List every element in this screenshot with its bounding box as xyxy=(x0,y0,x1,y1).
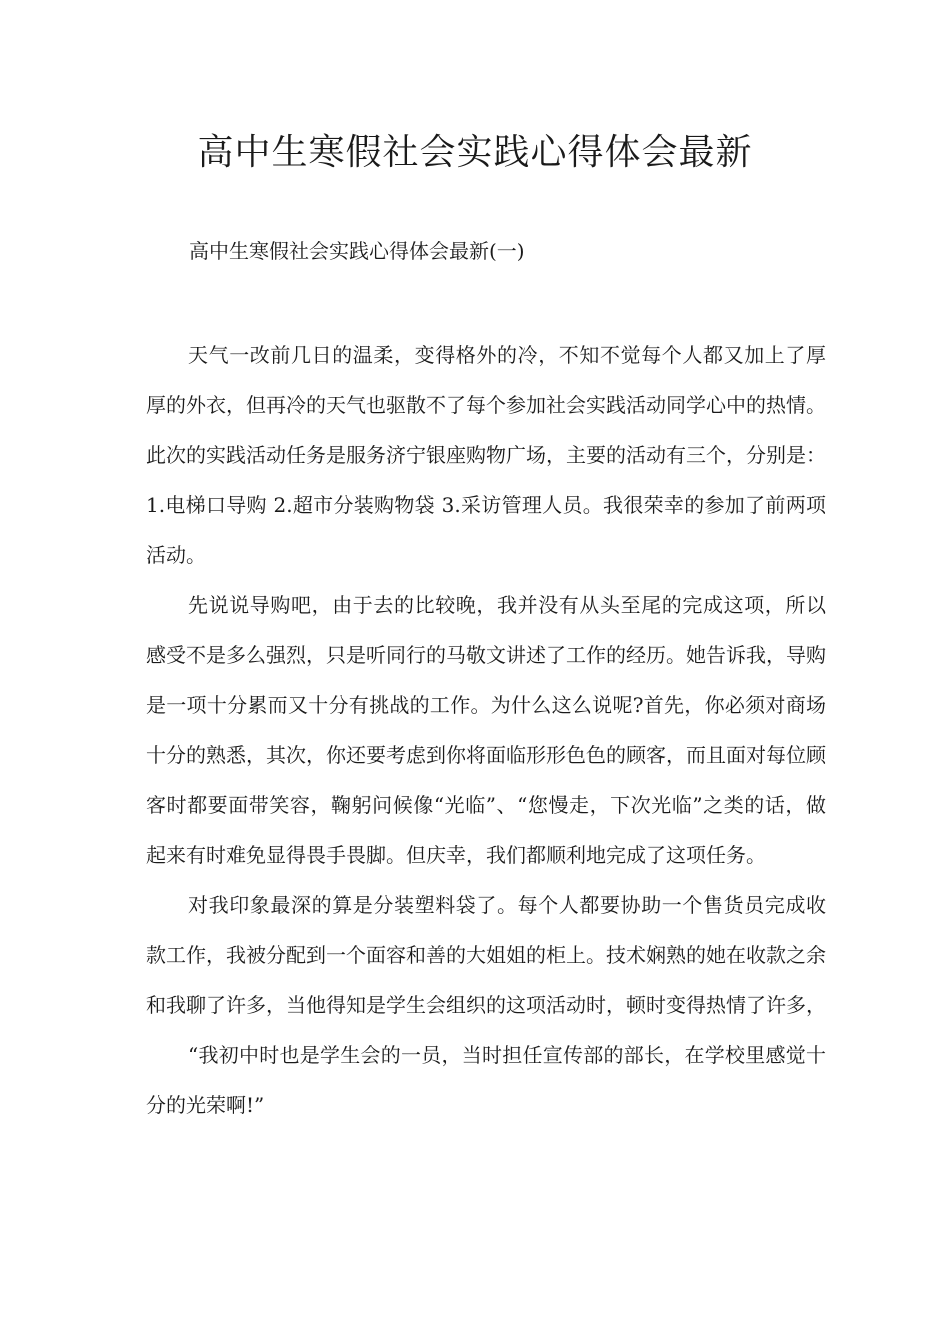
document-body xyxy=(146,330,826,1130)
document-title: 高中生寒假社会实践心得体会最新 xyxy=(197,132,753,173)
paragraph-1: 天气一改前几日的温柔，变得格外的冷，不知不觉每个人都又加上了厚厚的外衣，但再冷的天气也驱散不了每个参加社会实践活动同学心中的热情。此次的实践活动任务是服务济宁银座购物广场，主要的活动有三个，分别是：1.电梯口导购 2.超市分装购物袋 3.采访管理人员。我很荣幸的参加了前两项活动。 xyxy=(146,343,826,567)
paragraph-2: 先说说导购吧，由于去的比较晚，我并没有从头至尾的完成这项，所以感受不是多么强烈，只是听同行的马敬文讲述了工作的经历。她告诉我，导购是一项十分累而又十分有挑战的工作。为什么这么说呢?首先，你必须对商场十分的熟悉，其次，你还要考虑到你将面临形形色色的顾客，而且面对每位顾客时都要面带笑容，鞠躬问候像“光临”、“您慢走，下次光临”之类的话，做起来有时难免显得畏手畏脚。但庆幸，我们都顺利地完成了这项任务。 xyxy=(146,593,826,867)
paragraph-4: “我初中时也是学生会的一员，当时担任宣传部的部长，在学校里感觉十分的光荣啊!” xyxy=(146,1043,826,1117)
paragraph-3: 对我印象最深的算是分装塑料袋了。每个人都要协助一个售货员完成收款工作，我被分配到一个面容和善的大姐姐的柜上。技术娴熟的她在收款之余和我聊了许多，当他得知是学生会组织的这项活动时，顿时变得热情了许多， xyxy=(146,893,826,1017)
document-subtitle: 高中生寒假社会实践心得体会最新(一) xyxy=(189,239,525,263)
